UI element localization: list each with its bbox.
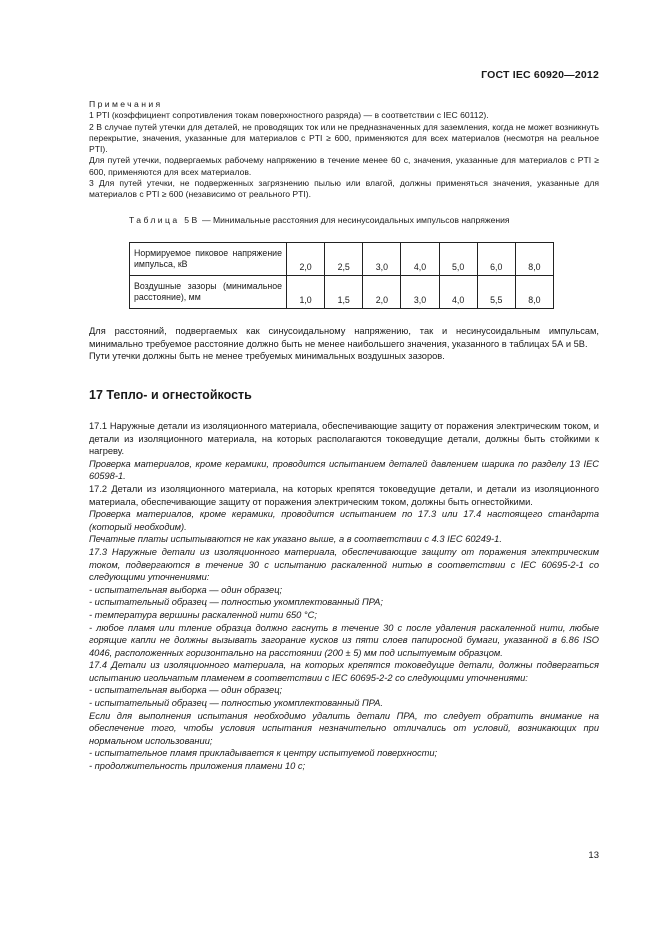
table-cell: 5,0 bbox=[439, 243, 477, 276]
section-paragraph: Проверка материалов, кроме керамики, проводится испытанием деталей давлением шарика по разделу 13 IEC 60598-1. bbox=[89, 458, 599, 482]
section-title: 17 Тепло- и огнестойкость bbox=[89, 388, 252, 402]
document-code: ГОСТ IEC 60920—2012 bbox=[481, 69, 599, 81]
clearance-table bbox=[129, 242, 554, 309]
note-line: Для путей утечки, подвергаемых рабочему напряжению в течение менее 60 с, значения, указанные для материалов с PTI ≥ 600, применяются для всех материалов. bbox=[89, 155, 599, 177]
paragraph: Для расстояний, подвергаемых как синусоидальному напряжению, так и несинусоидальным импульсам, минимально требуемое расстояние должно быть не менее наибольшего значения, указанного в таблицах 5А и 5В. bbox=[89, 326, 599, 349]
section-paragraph: - температура вершины раскаленной нити 650 °С; bbox=[89, 609, 317, 620]
row-label: Нормируемое пиковое напряжение импульса, кВ bbox=[130, 243, 287, 276]
table-cell: 4,0 bbox=[439, 276, 477, 309]
section-paragraph: - испытательная выборка — один образец; bbox=[89, 685, 283, 696]
table-cell: 1,5 bbox=[325, 276, 363, 309]
table-caption-label: Таблица 5В bbox=[129, 215, 200, 225]
post-table-text bbox=[89, 325, 599, 363]
table-cell: 2,0 bbox=[363, 276, 401, 309]
table-cell: 2,0 bbox=[287, 243, 325, 276]
table-cell: 1,0 bbox=[287, 276, 325, 309]
section-paragraph: - продолжительность приложения пламени 10 с; bbox=[89, 761, 306, 772]
table-caption bbox=[129, 215, 559, 226]
note-line: 2 В случае путей утечки для деталей, не проводящих ток или не предназначенных для заземления, когда не может возникнуть перекрытие, значения, указанные для материалов с PTI ≥ 600, применяются для всех материалов (несмотря на реальное PTI). bbox=[89, 121, 599, 155]
table-cell: 3,0 bbox=[363, 243, 401, 276]
section-body bbox=[89, 420, 599, 773]
section-paragraph: Если для выполнения испытания необходимо удалить детали ПРА, то следует обратить внимание на обеспечение того, чтобы условия испытания незначительно отличались от условий, возникающих при нормальном использовании; bbox=[89, 710, 599, 746]
section-paragraph: - испытательное пламя прикладывается к центру испытуемой поверхности; bbox=[89, 748, 438, 759]
table-cell: 8,0 bbox=[515, 276, 553, 309]
table-cell: 3,0 bbox=[401, 276, 439, 309]
table-row bbox=[130, 243, 554, 276]
note-line: 1 PTI (коэффициент сопротивления токам поверхностного разряда) — в соответствии с IEC 60112). bbox=[89, 110, 489, 121]
table-cell: 5,5 bbox=[477, 276, 515, 309]
section-paragraph: - испытательный образец — полностью укомплектованный ПРА. bbox=[89, 698, 383, 709]
table-cell: 8,0 bbox=[515, 243, 553, 276]
section-paragraph: Печатные платы испытываются не как указано выше, а в соответствии с 4.3 IEC 60249-1. bbox=[89, 534, 502, 545]
section-paragraph: 17.4 Детали из изоляционного материала, на которых крепятся токоведущие детали, должны подвергаться испытанию игольчатым пламенем в соответствии с IEC 60695-2-2 со следующими уточнениями: bbox=[89, 660, 599, 683]
section-paragraph: Проверка материалов, кроме керамики, проводится испытанием по 17.3 или 17.4 настоящего стандарта (который необходим). bbox=[89, 509, 599, 532]
notes-title: Примечания bbox=[89, 99, 163, 109]
table-caption-text: — Минимальные расстояния для несинусоидальных импульсов напряжения bbox=[199, 215, 510, 225]
row-label: Воздушные зазоры (минимальное расстояние), мм bbox=[130, 276, 287, 309]
notes-block bbox=[89, 99, 599, 201]
section-paragraph: 17.3 Наружные детали из изоляционного материала, обеспечивающие защиту от поражения электрическим током, подвергаются в течение 30 с испытанию раскаленной нитью в соответствии с IEC 60695-2-1 со следующими уточнениями: bbox=[89, 546, 599, 583]
paragraph: Пути утечки должны быть не менее требуемых минимальных воздушных зазоров. bbox=[89, 351, 445, 362]
table-cell: 6,0 bbox=[477, 243, 515, 276]
table-cell: 4,0 bbox=[401, 243, 439, 276]
table-row bbox=[130, 276, 554, 309]
section-paragraph: - испытательная выборка — один образец; bbox=[89, 584, 283, 595]
section-paragraph: 17.1 Наружные детали из изоляционного материала, обеспечивающие защиту от поражения электрическим током, и детали из изоляционного материала, на которых располагаются токоведущие детали, должны быть стойкими к нагреву. bbox=[89, 421, 599, 457]
section-paragraph: 17.2 Детали из изоляционного материала, на которых крепятся токоведущие детали, и детали из изоляционного материала, обеспечивающие защиту от поражения электрическим током, должны быть огнестойкими. bbox=[89, 483, 599, 507]
section-paragraph: - испытательный образец — полностью укомплектованный ПРА; bbox=[89, 597, 383, 608]
section-paragraph: - любое пламя или тление образца должно гаснуть в течение 30 с после удаления раскаленной нити, любые горящие капли не должны вызывать загорание кусков из пяти слоев папиросной бумаги, указанной в 6.86 ISO 4046, расположенных горизонтально на расстоянии (200 ± 5) мм под испытуемым образцом. bbox=[89, 622, 599, 658]
page-number: 13 bbox=[588, 850, 599, 861]
note-line: 3 Для путей утечки, не подверженных загрязнению пылью или влагой, должны применяться значения, указанные для материалов с PTI ≥ 600 (независимо от реального PTI). bbox=[89, 178, 599, 200]
table-cell: 2,5 bbox=[325, 243, 363, 276]
